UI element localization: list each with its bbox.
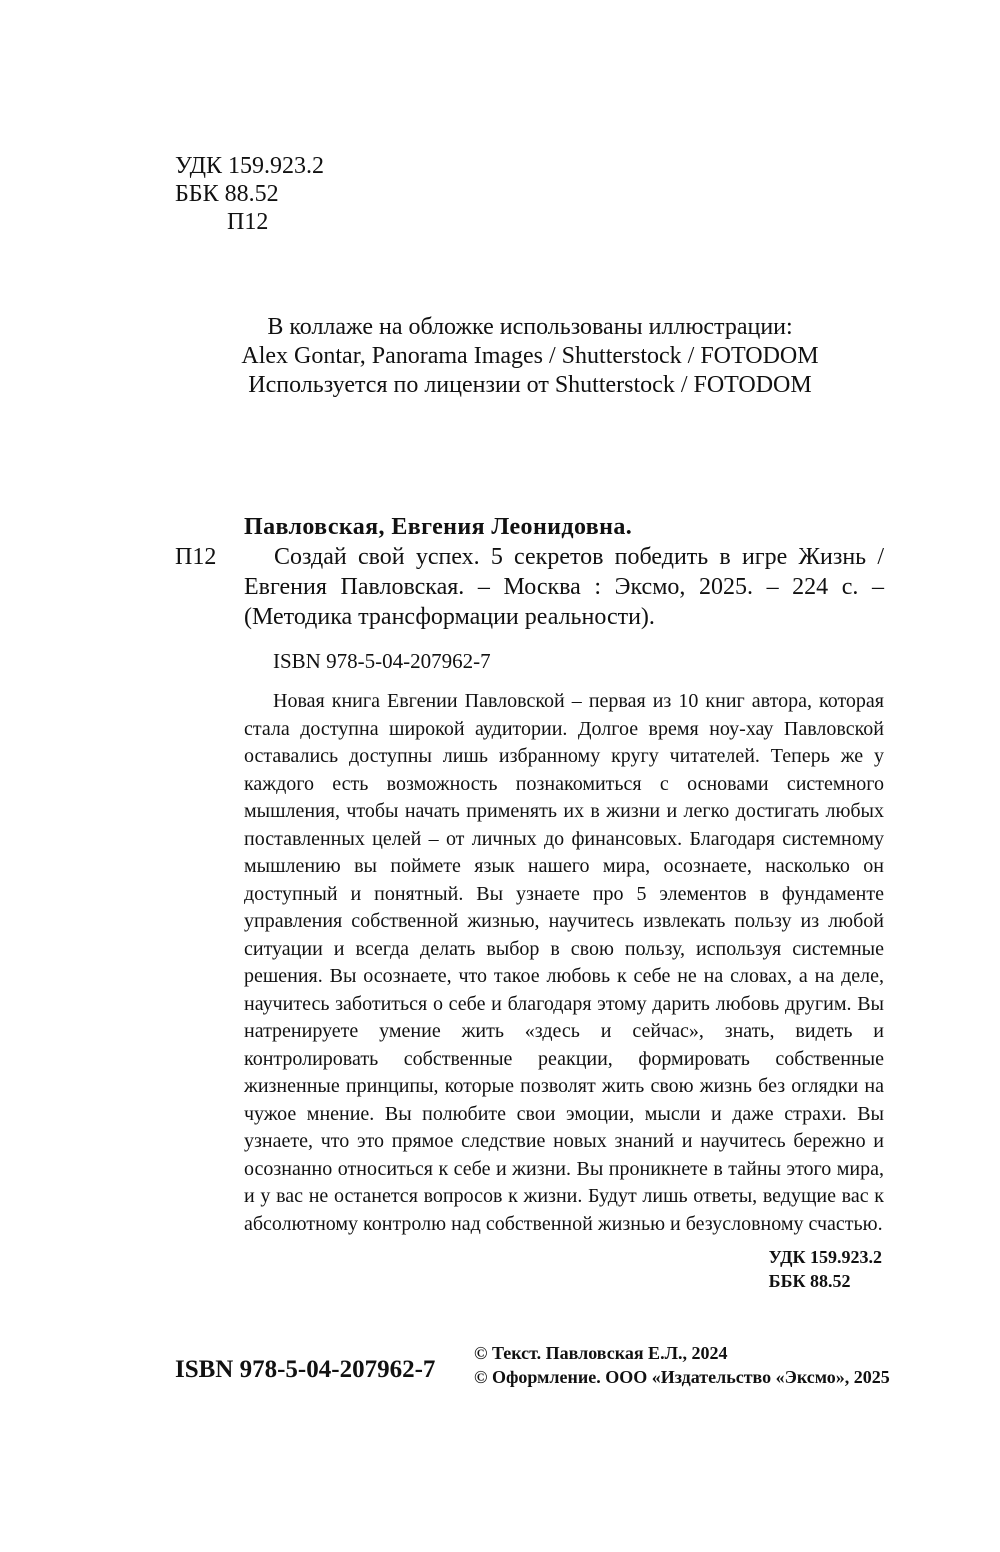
- author-mark: П12: [227, 209, 269, 235]
- bibliographic-isbn: ISBN 978-5-04-207962-7: [273, 649, 491, 673]
- book-title-entry: Создай свой успех. 5 секретов победить в игре Жизнь / Евгения Павловская. – Москва : Эксмо, 2025. – 224 с. – (Методика трансформации реальности).: [244, 544, 884, 630]
- bibliographic-author-mark: П12: [175, 544, 217, 570]
- copyright-block: [474, 1341, 890, 1389]
- classification-footer: [769, 1245, 882, 1293]
- book-author: Павловская, Евгения Леонидовна.: [244, 514, 633, 540]
- bbk-code-footer: ББК 88.52: [768, 1271, 851, 1291]
- udk-code-footer: УДК 159.923.2: [768, 1247, 882, 1267]
- illustration-credits-line: В коллаже на обложке использованы иллюстрации:: [267, 314, 793, 340]
- copyright-design: © Оформление. ООО «Издательство «Эксмо», 2025: [474, 1367, 890, 1387]
- udk-code: УДК 159.923.2: [175, 153, 324, 179]
- book-annotation: Новая книга Евгении Павловской – первая из 10 книг автора, которая стала доступна широкой аудитории. Долгое время ноу-хау Павловской оставались доступны лишь избранному кругу читателей. Теперь же у каждого есть возможность познакомиться с основами системного мышления, чтобы начать применять их в жизни и легко достигать любых поставленных целей – от личных до финансовых. Благодаря системному мышлению вы поймете язык нашего мира, осознаете, насколько он доступный и понятный. Вы узнаете про 5 элементов в фундаменте управления собственной жизнью, научитесь извлекать пользу из любой ситуации и всегда делать выбор в свою пользу, используя системные решения. Вы осознаете, что такое любовь к себе не на словах, а на деле, научитесь заботиться о себе и благодаря этому дарить любовь другим. Вы натренируете умение жить «здесь и сейчас», знать, видеть и контролировать собственные реакции, формировать собственные жизненные принципы, которые позволят жить свою жизнь без оглядки на чужое мнение. Вы полюбите свои эмоции, мысли и даже страхи. Вы узнаете, что это прямое следствие новых знаний и научитесь бережно и осознанно относиться к себе и жизни. Вы проникнете в тайны этого мира, и у вас не останется вопросов к жизни. Будут лишь ответы, ведущие вас к абсолютному контролю над собственной жизнью и безусловному счастью.: [244, 690, 884, 1235]
- bibliographic-record: [244, 512, 884, 632]
- illustration-credits-line: Используется по лицензии от Shutterstock / FOTODOM: [248, 372, 812, 398]
- bbk-code: ББК 88.52: [175, 181, 279, 207]
- isbn-footer: ISBN 978-5-04-207962-7: [175, 1356, 436, 1383]
- classification-block: [175, 152, 324, 236]
- illustration-credits: [200, 313, 860, 400]
- illustration-credits-line: Alex Gontar, Panorama Images / Shutterstock / FOTODOM: [241, 343, 819, 369]
- copyright-text: © Текст. Павловская Е.Л., 2024: [474, 1343, 728, 1363]
